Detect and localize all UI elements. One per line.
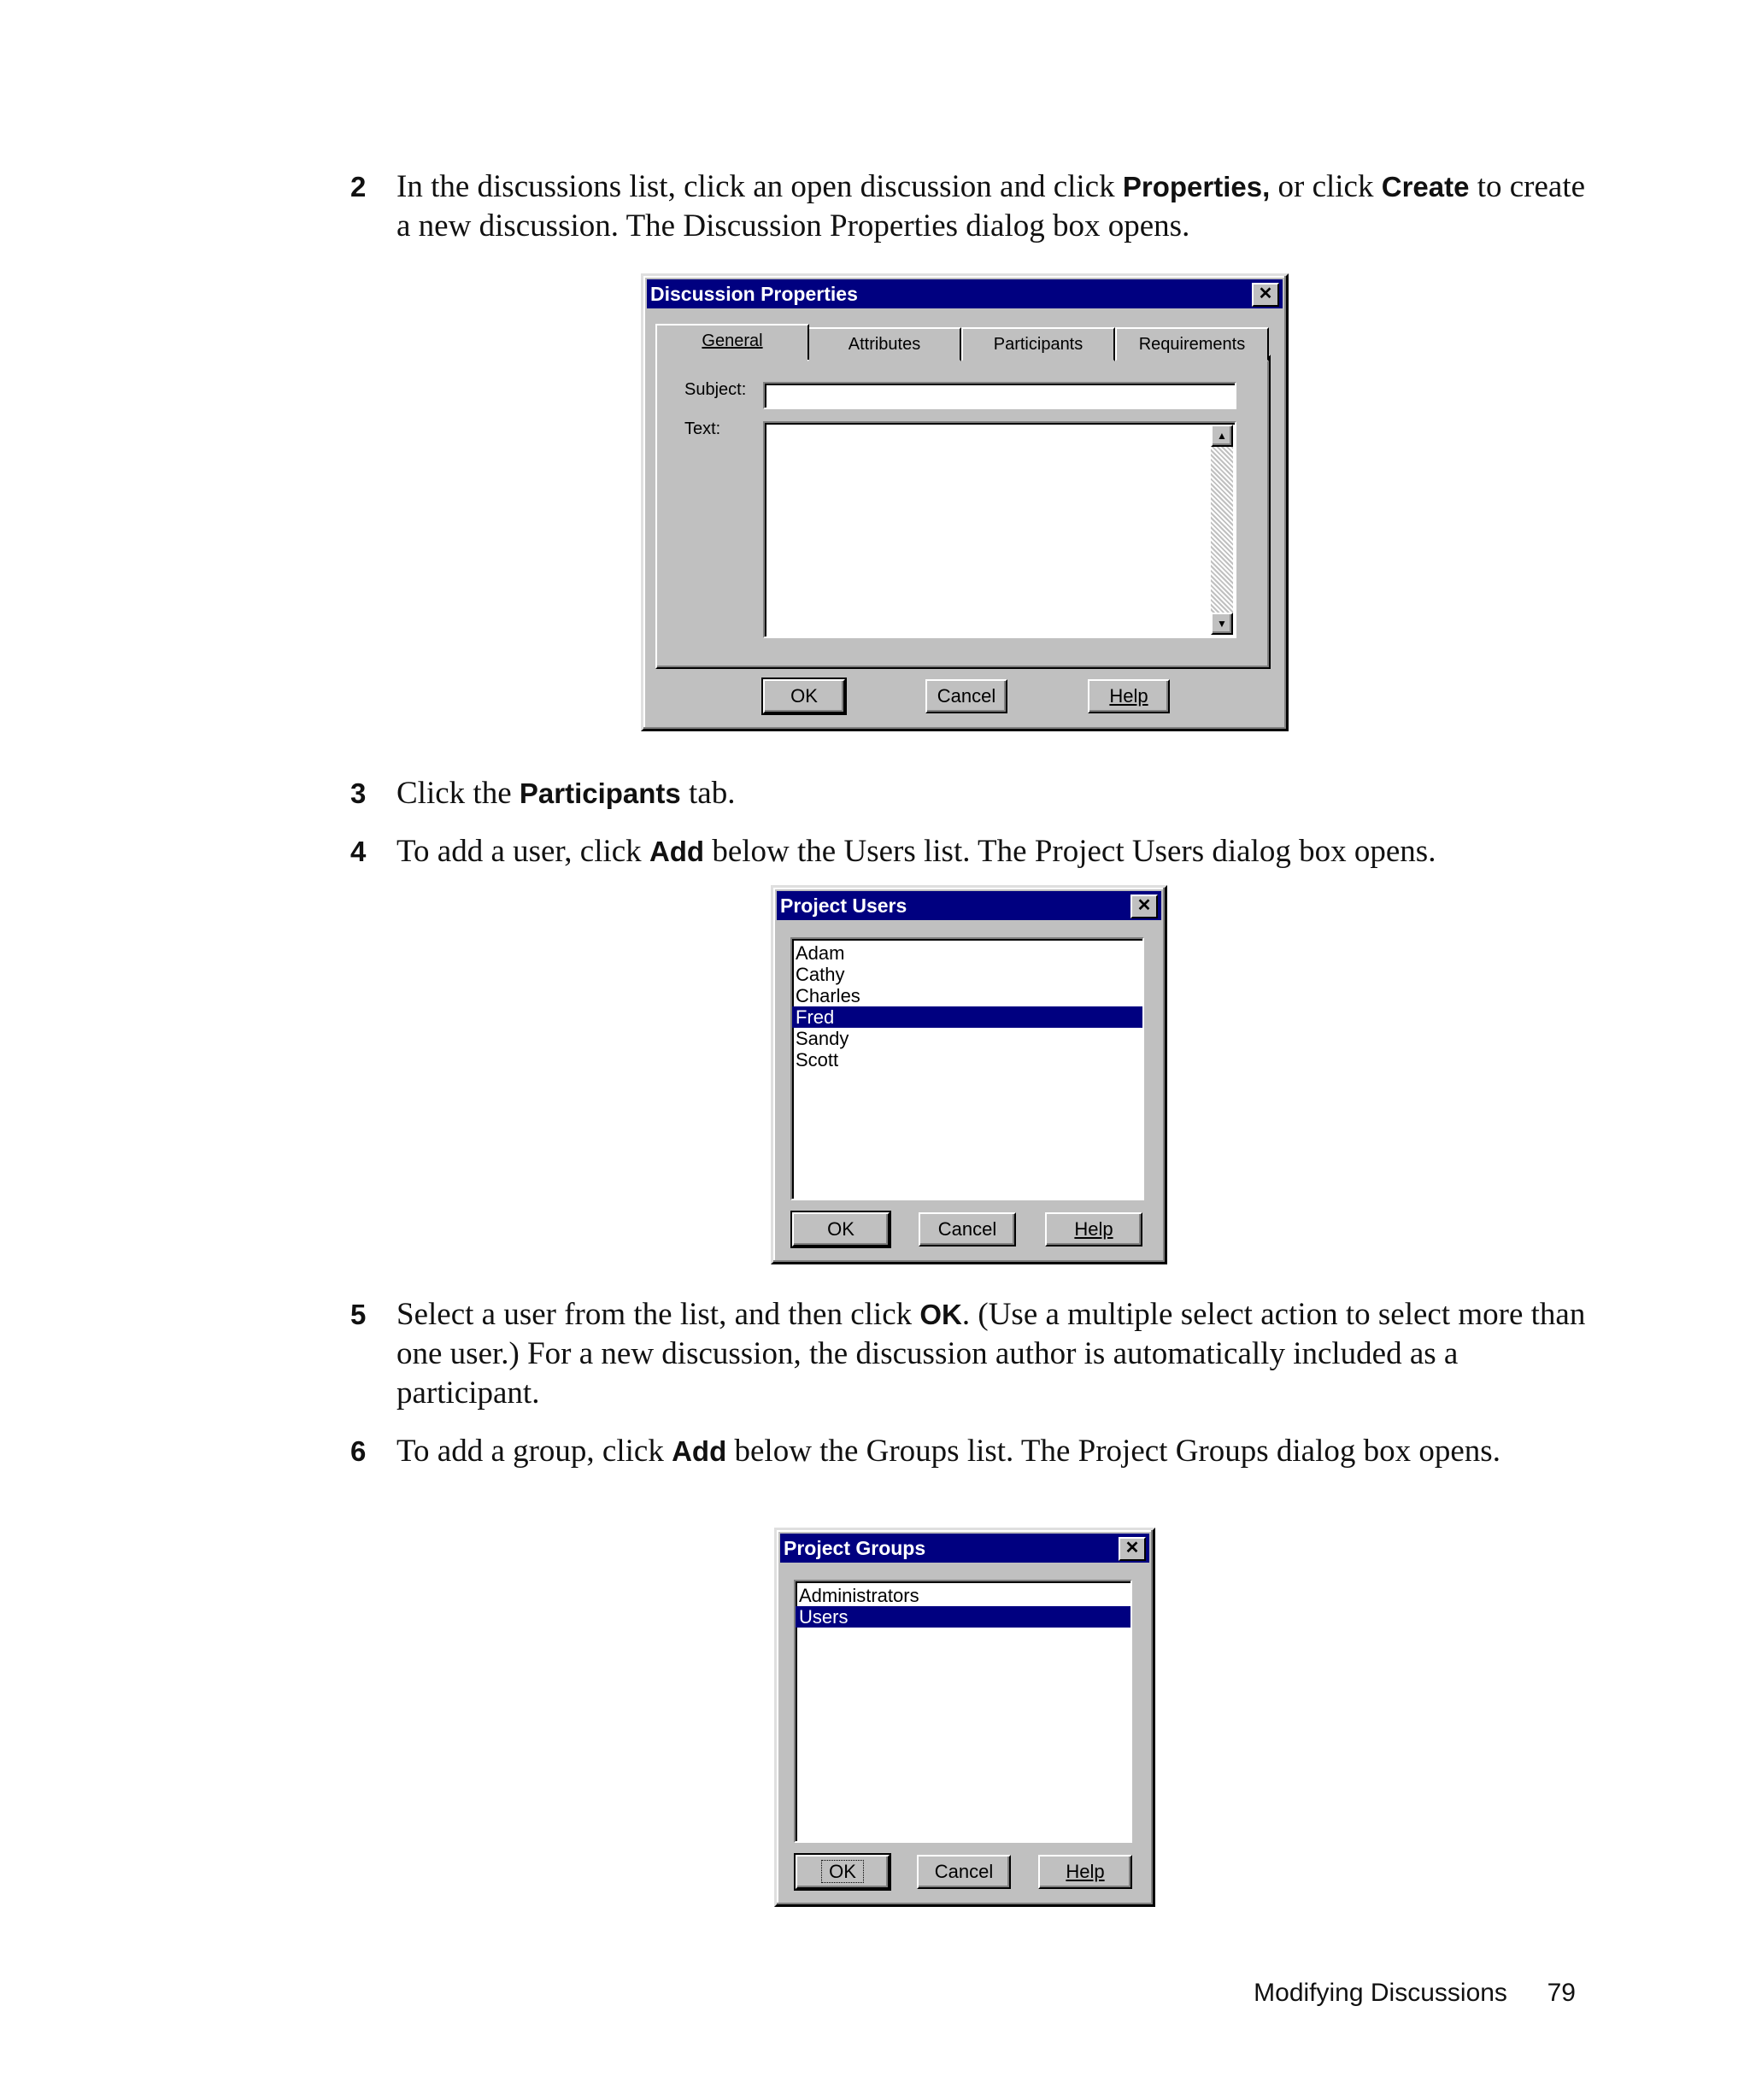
ok-button[interactable]: OK xyxy=(763,679,845,713)
help-button[interactable]: Help xyxy=(1045,1212,1142,1247)
step-number: 2 xyxy=(350,171,367,202)
tab-requirements[interactable]: Requirements xyxy=(1115,327,1269,361)
scroll-down-icon[interactable]: ▼ xyxy=(1211,613,1233,635)
dialog-titlebar xyxy=(647,279,1283,308)
list-item[interactable]: Sandy xyxy=(796,1028,849,1049)
cancel-button[interactable]: Cancel xyxy=(917,1855,1011,1889)
step-4: 4 To add a user, click Add below the Users list. The Project Users dialog box opens. xyxy=(350,832,1589,871)
list-item[interactable]: Charles xyxy=(796,985,860,1006)
text-label: Text: xyxy=(684,419,721,438)
step-2: 2 In the discussions list, click an open discussion and click Properties, or click Create to create a new discussion. The Discussion Properties dialog box opens. xyxy=(350,169,1586,243)
step-6: 6 To add a group, click Add below the Groups list. The Project Groups dialog box opens. xyxy=(350,1432,1589,1471)
subject-label: Subject: xyxy=(684,380,747,399)
dialog-title: Project Users xyxy=(780,895,907,917)
dialog-title: Project Groups xyxy=(784,1537,926,1559)
list-item-selected[interactable]: Fred xyxy=(792,1006,1142,1028)
list-item[interactable]: Cathy xyxy=(796,964,845,985)
ok-button[interactable]: OK xyxy=(796,1855,890,1889)
discussion-properties-dialog xyxy=(641,273,1289,731)
list-item[interactable]: Adam xyxy=(796,942,845,964)
help-button[interactable]: Help xyxy=(1088,679,1170,713)
users-list[interactable] xyxy=(790,937,1144,1200)
step-5: 5 Select a user from the list, and then click OK. (Use a multiple select action to select more than one user.) For a new discussion, the discussion author is automatically included as a participant. xyxy=(350,1297,1586,1411)
dialog-titlebar xyxy=(780,1534,1149,1563)
close-icon[interactable]: ✕ xyxy=(1130,895,1158,918)
dialog-title: Discussion Properties xyxy=(650,283,858,305)
help-button[interactable]: Help xyxy=(1038,1855,1132,1889)
scroll-up-icon[interactable]: ▲ xyxy=(1211,425,1233,447)
page-number: 79 xyxy=(1547,1979,1576,2007)
tab-participants[interactable]: Participants xyxy=(961,327,1115,361)
ok-button[interactable]: OK xyxy=(792,1212,890,1247)
project-users-dialog xyxy=(771,885,1167,1264)
step-3: 3 Click the Participants tab. xyxy=(350,774,1589,813)
tab-attributes[interactable]: Attributes xyxy=(807,327,961,361)
page-footer xyxy=(1254,1979,1576,2008)
step-number: 5 xyxy=(350,1299,367,1330)
subject-input[interactable] xyxy=(763,382,1236,409)
step-number: 3 xyxy=(350,777,367,809)
list-item-selected[interactable]: Users xyxy=(796,1606,1130,1628)
step-number: 6 xyxy=(350,1435,367,1467)
project-groups-dialog xyxy=(774,1528,1155,1907)
close-icon[interactable]: ✕ xyxy=(1119,1537,1146,1561)
text-area[interactable] xyxy=(763,421,1236,638)
list-item[interactable]: Administrators xyxy=(799,1585,919,1606)
tab-general[interactable]: General xyxy=(655,324,809,360)
footer-section: Modifying Discussions xyxy=(1254,1979,1507,2007)
groups-list[interactable] xyxy=(794,1580,1132,1843)
step-number: 4 xyxy=(350,836,367,867)
list-item[interactable]: Scott xyxy=(796,1049,839,1071)
cancel-button[interactable]: Cancel xyxy=(925,679,1007,713)
cancel-button[interactable]: Cancel xyxy=(919,1212,1016,1247)
text-scrollbar[interactable] xyxy=(1211,425,1233,635)
dialog-titlebar xyxy=(777,891,1161,920)
close-icon[interactable]: ✕ xyxy=(1252,283,1279,307)
